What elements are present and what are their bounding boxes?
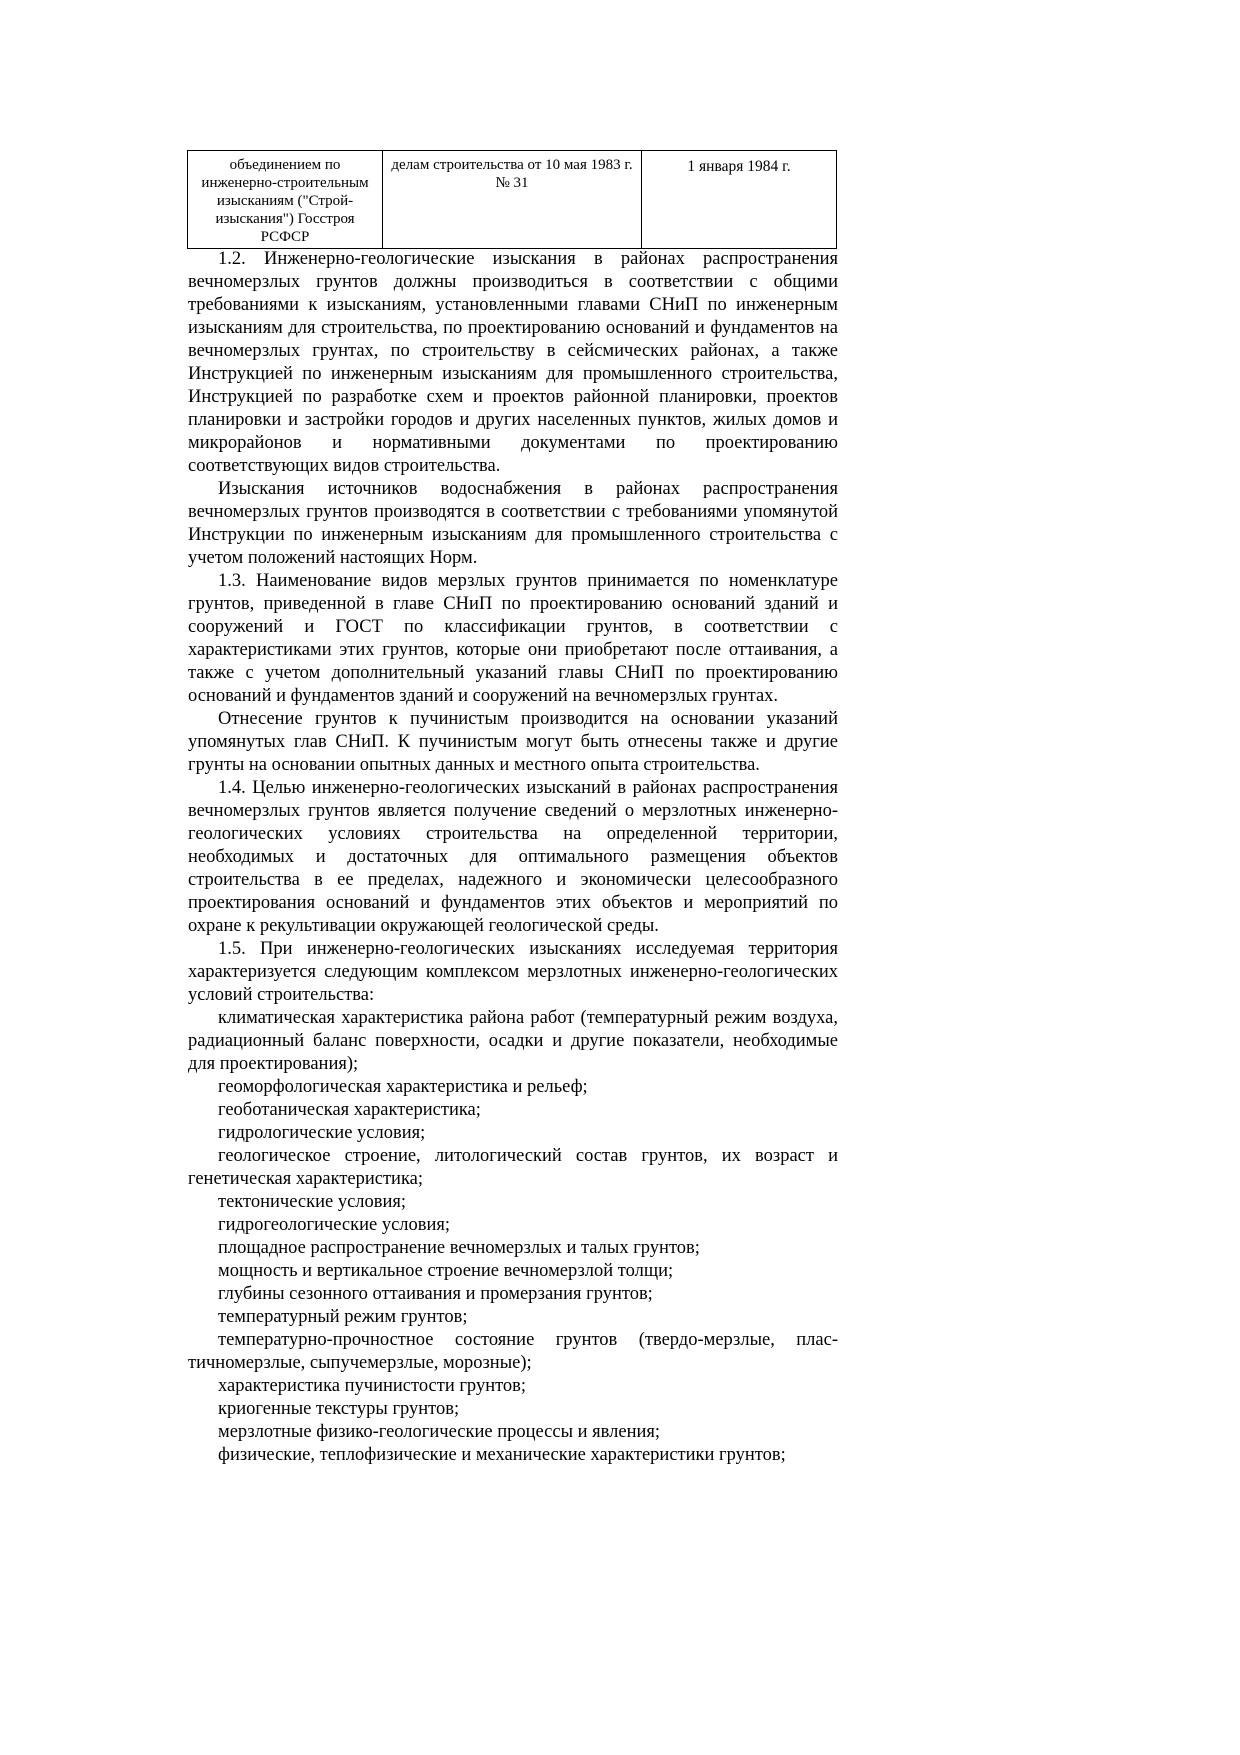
- list-item: площадное распространение вечномерзлых и талых грунтов;: [218, 1238, 700, 1258]
- list-item: физические, теплофизические и механические характеристики грунтов;: [218, 1445, 786, 1465]
- paragraph-water-supply: Изыскания источников водоснабжения в районах распространения вечномерзлых грунтов производятся в соответствии с требованиями упомянутой Инструкции по инженерным изысканиям для промышленного строительства с учетом положений настоящих Норм.: [188, 479, 838, 568]
- table-cell-developer: объединением по инженерно-строительным изысканиям ("Строй-изыскания") Госстроя РСФСР: [188, 151, 383, 249]
- list-item: климатическая характеристика района работ (температурный режим воздуха, радиационный баланс поверхности, осадки и другие показатели, необходимые для проектирования);: [188, 1008, 838, 1074]
- list-item: глубины сезонного оттаивания и промерзания грунтов;: [218, 1284, 653, 1304]
- table-row: [188, 151, 837, 249]
- list-item: температурный режим грунтов;: [218, 1307, 468, 1327]
- paragraph-1-2: 1.2. Инженерно-геологические изыскания в районах распространения вечномерзлых грунтов должны производиться в соответствии с общими требованиями к изысканиям, установленными главами СНиП по инженерным изысканиям для строительства, по проектированию оснований и фундаментов на вечномерзлых грунтах, по строительству в сейсмических районах, а также Инструкцией по инженерным изысканиям для промышленного строительства, Инструкцией по разработке схем и проектов районной планировки, проектов планировки и застройки городов и других населенных пунктов, жилых домов и микрорайонов и нормативными документами по проектированию соответствующих видов строительства.: [188, 249, 838, 476]
- list-item: геологическое строение, литологический состав грунтов, их возраст и генетическая характеристика;: [188, 1146, 838, 1189]
- list-item: геоморфологическая характеристика и рельеф;: [218, 1077, 588, 1097]
- paragraph-heaving-soils: Отнесение грунтов к пучинистым производится на основании указаний упомянутых глав СНиП. К пучинистым могут быть отнесены также и другие грунты на основании опытных данных и местного опыта строительства.: [188, 709, 838, 775]
- list-item: гидрогеологические условия;: [218, 1215, 451, 1235]
- list-item: мерзлотные физико-геологические процессы и явления;: [218, 1422, 661, 1442]
- list-item: характеристика пучинистости грунтов;: [218, 1376, 527, 1396]
- table-cell-approval: делам строительства от 10 мая 1983 г. № 31: [383, 151, 642, 249]
- list-item: криогенные текстуры грунтов;: [218, 1399, 460, 1419]
- list-item: геоботаническая характеристика;: [218, 1100, 481, 1120]
- list-item: тектонические условия;: [218, 1192, 407, 1212]
- list-item: температурно-прочностное состояние грунтов (твердо-мерзлые, пластичномерзлые, сыпучемерзлые, морозные);: [188, 1330, 838, 1373]
- list-item: гидрологические условия;: [218, 1123, 426, 1143]
- list-item: мощность и вертикальное строение вечномерзлой толщи;: [218, 1261, 674, 1281]
- paragraph-1-3: 1.3. Наименование видов мерзлых грунтов принимается по номенклатуре грунтов, приведенной в главе СНиП по проектированию оснований зданий и сооружений и ГОСТ по классификации грунтов, в соответствии с характеристиками этих грунтов, которые они приобретают после оттаивания, а также с учетом дополнительный указаний главы СНиП по проектированию оснований и фундаментов зданий и сооружений на вечномерзлых грунтах.: [188, 571, 838, 706]
- document-body: [188, 248, 838, 1467]
- paragraph-1-5: 1.5. При инженерно-геологических изысканиях исследуемая территория характеризуется следующим комплексом мерзлотных инженерно-геологических условий строительства:: [188, 939, 838, 1005]
- paragraph-1-4: 1.4. Целью инженерно-геологических изысканий в районах распространения вечномерзлых грунтов является получение сведений о мерзлотных инженерно-геологических условиях строительства на определенной территории, необходимых и достаточных для оптимального размещения объектов строительства в ее пределах, надежного и экономически целесообразного проектирования оснований и фундаментов этих объектов и мероприятий по охране к рекультивации окружающей геологической среды.: [188, 778, 838, 936]
- table-cell-effective-date: 1 января 1984 г.: [642, 151, 837, 249]
- approval-table: [187, 150, 837, 249]
